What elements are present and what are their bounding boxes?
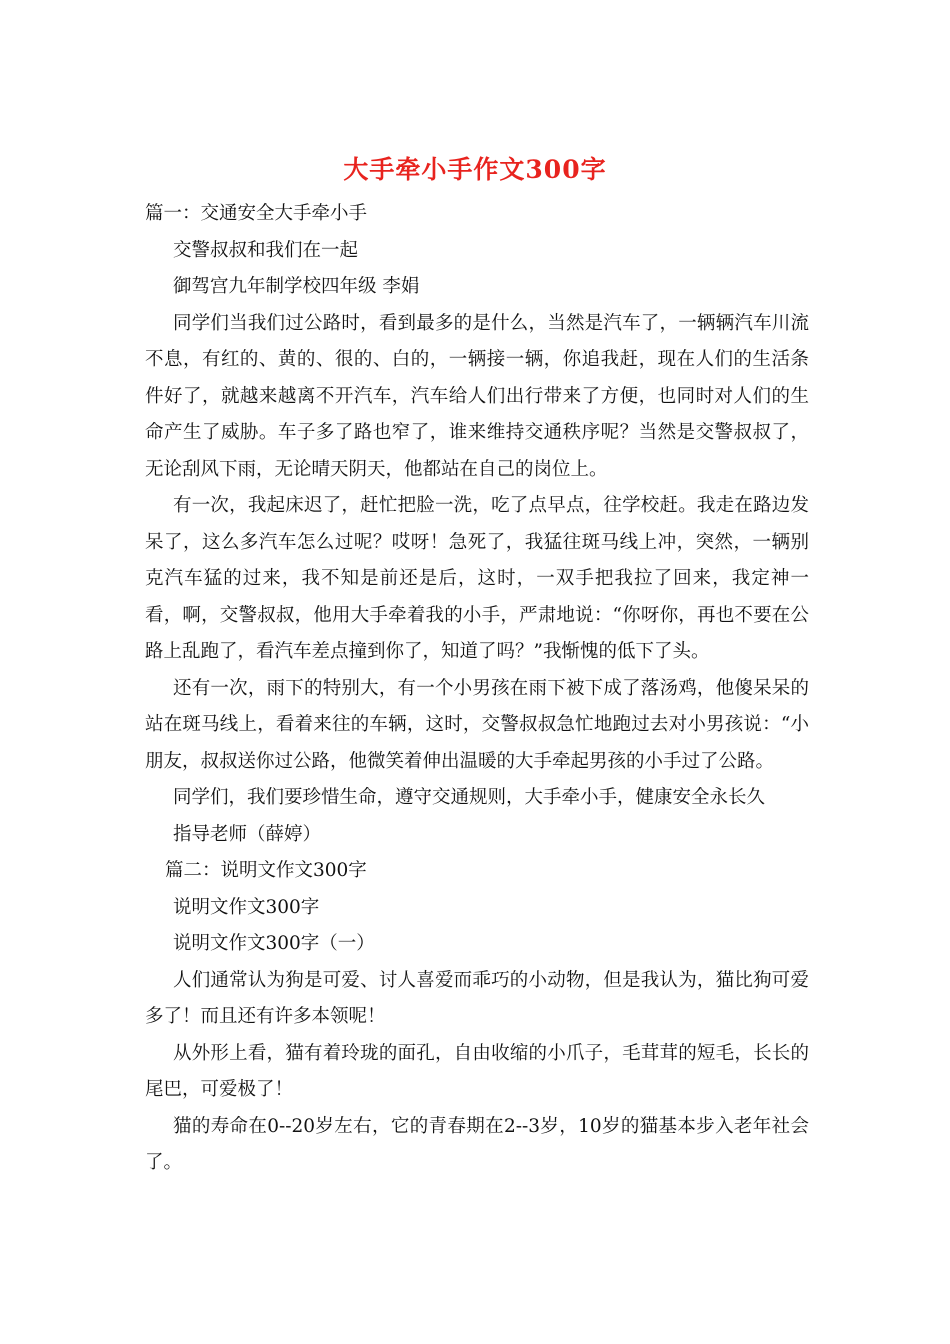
body-paragraph: 从外形上看，猫有着玲珑的面孔，自由收缩的小爪子，毛茸茸的短毛，长长的尾巴，可爱极了！ (145, 1042, 809, 1100)
body-paragraph: 同学们，我们要珍惜生命，遵守交通规则，大手牵小手，健康安全永长久 (173, 787, 766, 808)
section-heading-1: 篇一：交通安全大手牵小手 (145, 203, 368, 224)
section-heading-2: 篇二：说明文作文300字 (165, 860, 367, 881)
document-body (145, 196, 809, 1182)
document-title: 大手牵小手作文300字 (343, 155, 607, 184)
article-subtitle: 说明文作文300字（一） (173, 933, 375, 954)
body-paragraph: 还有一次，雨下的特别大，有一个小男孩在雨下被下成了落汤鸡，他傻呆呆的站在斑马线上，看着来往的车辆，这时，交警叔叔急忙地跑过去对小男孩说：“小朋友，叔叔送你过公路，他微笑着伸出温暖的大手牵起男孩的小手过了公路。 (145, 677, 809, 772)
teacher-line: 指导老师（薛婷） (173, 823, 322, 845)
author-line: 御驾宫九年制学校四年级 李娟 (173, 276, 420, 297)
body-paragraph: 有一次，我起床迟了，赶忙把脸一洗，吃了点早点，往学校赶。我走在路边发呆了，这么多汽车怎么过呢？哎呀！急死了，我猛往斑马线上冲，突然，一辆别克汽车猛的过来，我不知是前还是后，这时，一双手把我拉了回来，我定神一看，啊，交警叔叔，他用大手牵着我的小手，严肃地说：“你呀你，再也不要在公路上乱跑了，看汽车差点撞到你了，知道了吗？”我惭愧的低下了头。 (145, 495, 809, 662)
article-subtitle: 交警叔叔和我们在一起 (173, 239, 359, 261)
body-paragraph: 同学们当我们过公路时，看到最多的是什么，当然是汽车了，一辆辆汽车川流不息，有红的、黄的、很的、白的，一辆接一辆，你追我赶，现在人们的生活条件好了，就越来越离不开汽车，汽车给人们出行带来了方便，也同时对人们的生命产生了威胁。车子多了路也窄了，谁来维持交通秩序呢？当然是交警叔叔了，无论刮风下雨，无论晴天阴天，他都站在自己的岗位上。 (145, 312, 809, 480)
body-paragraph: 猫的寿命在0--20岁左右，它的青春期在2--3岁，10岁的猫基本步入老年社会了。 (145, 1115, 809, 1173)
article-subtitle: 说明文作文300字 (173, 896, 320, 918)
body-paragraph: 人们通常认为狗是可爱、讨人喜爱而乖巧的小动物，但是我认为，猫比狗可爱多了！而且还有许多本领呢！ (145, 969, 809, 1027)
